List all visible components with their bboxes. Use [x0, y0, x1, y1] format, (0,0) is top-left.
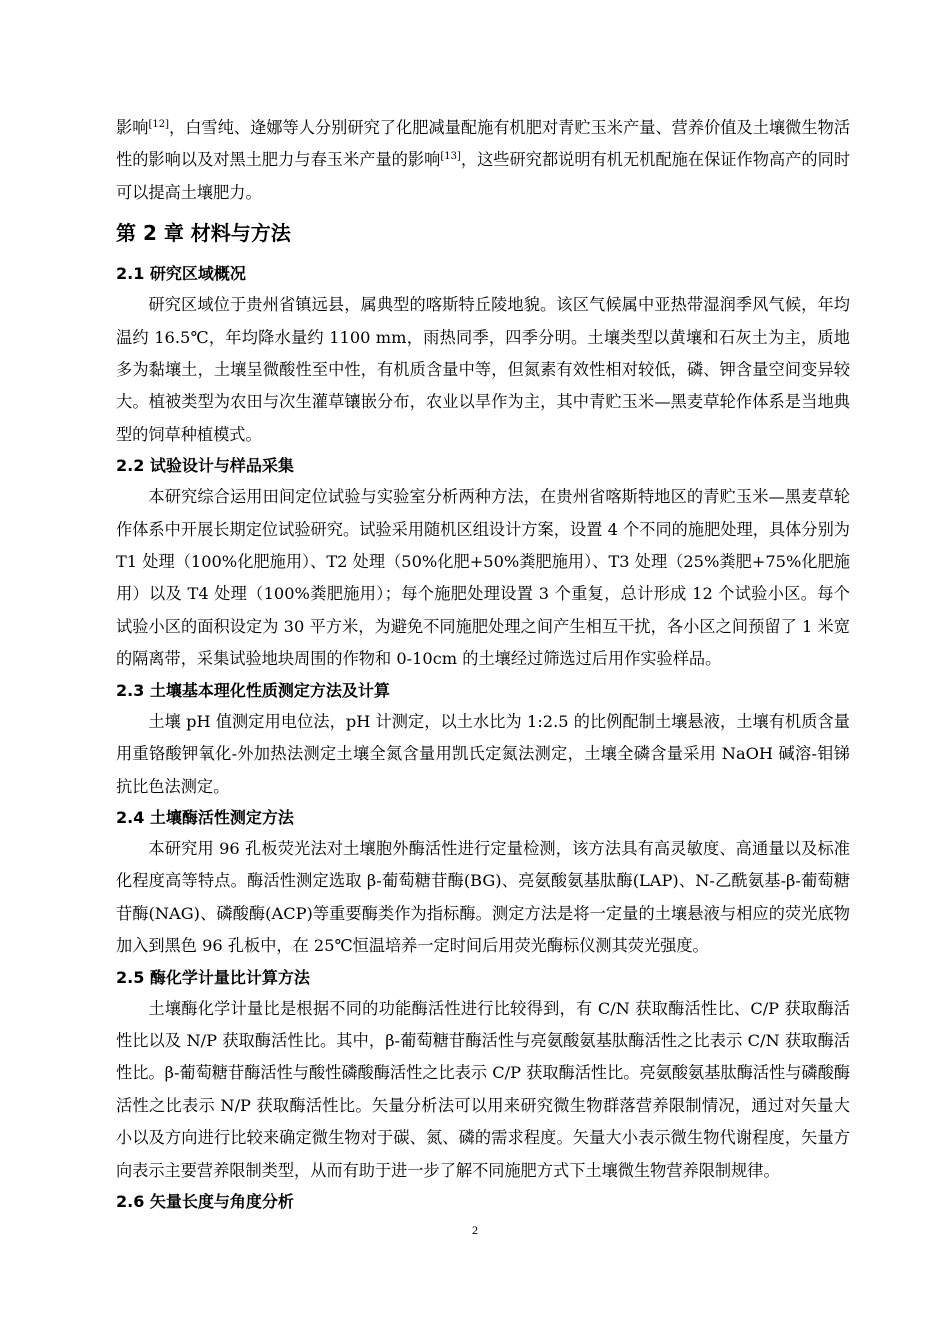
section-heading-2-2: 2.2 试验设计与样品采集 [116, 456, 294, 476]
citation-13: [13] [440, 151, 461, 163]
section-heading-2-6: 2.6 矢量长度与角度分析 [116, 1191, 294, 1211]
section-paragraph-2-3: 土壤 pH 值测定用电位法，pH 计测定，以土水比为 1:2.5 的比例配制土壤悬液，土壤有机质含量用重铬酸钾氧化-外加热法测定土壤全氮含量用凯氏定氮法测定，土壤全磷含量采用 NaOH 碱溶-钼锑抗比色法测定。 [116, 711, 850, 796]
section-paragraph-2-2: 本研究综合运用田间定位试验与实验室分析两种方法，在贵州省喀斯特地区的青贮玉米—黑麦草轮作体系中开展长期定位试验研究。试验采用随机区组设计方案，设置 4 个不同的施肥处理，具体分别为 T1 处理（100%化肥施用）、T2 处理（50%化肥+50%粪肥施用）、T3 处理（25%粪肥+75%化肥施用）以及 T4 处理（100%粪肥施用）；每个施肥处理设置 3 个重复，总计形成 12 个试验小区。每个试验小区的面积设定为 30 平方米，为避免不同施肥处理之间产生相互干扰，各小区之间预留了 1 米宽的隔离带，采集试验地块周围的作物和 0-10cm 的土壤经过筛选过后用作实验样品。 [116, 487, 850, 669]
section-heading-2-4: 2.4 土壤酶活性测定方法 [116, 807, 294, 827]
section-paragraph-2-4: 本研究用 96 孔板荧光法对土壤胞外酶活性进行定量检测，该方法具有高灵敏度、高通量以及标准化程度高等特点。酶活性测定选取 β-葡萄糖苷酶(BG)、亮氨酸氨基肽酶(LAP)、N-乙酰氨基-β-葡萄糖苷酶(NAG)、磷酸酶(ACP)等重要酶类作为指标酶。测定方法是将一定量的土壤悬液与相应的荧光底物加入到黑色 96 孔板中，在 25℃恒温培养一定时间后用荧光酶标仪测其荧光强度。 [116, 838, 850, 956]
intro-text-1: 影响 [116, 118, 149, 137]
section-paragraph-2-1: 研究区域位于贵州省镇远县，属典型的喀斯特丘陵地貌。该区气候属中亚热带湿润季风气候，年均温约 16.5℃，年均降水量约 1100 mm，雨热同季，四季分明。土壤类型以黄壤和石灰土为主，质地多为黏壤土，土壤呈微酸性至中性，有机质含量中等，但氮素有效性相对较低，磷、钾含量空间变异较大。植被类型为农田与次生灌草镶嵌分布，农业以旱作为主，其中青贮玉米—黑麦草轮作体系是当地典型的饲草种植模式。 [116, 295, 850, 444]
section-paragraph-2-5: 土壤酶化学计量比是根据不同的功能酶活性进行比较得到，有 C/N 获取酶活性比、C/P 获取酶活性比以及 N/P 获取酶活性比。其中，β-葡萄糖苷酶活性与亮氨酸氨基肽酶活性之比表示 C/N 获取酶活性比。β-葡萄糖苷酶活性与酸性磷酸酶活性之比表示 C/P 获取酶活性比。亮氨酸氨基肽酶活性与磷酸酶活性之比表示 N/P 获取酶活性比。矢量分析法可以用来研究微生物群落营养限制情况，通过对矢量大小以及方向进行比较来确定微生物对于碳、氮、磷的需求程度。矢量大小表示微生物代谢程度，矢量方向表示主要营养限制类型，从而有助于进一步了解不同施肥方式下土壤微生物营养限制规律。 [116, 998, 850, 1180]
citation-12: [12] [148, 119, 169, 130]
intro-text-2: ，白雪纯、逄娜等人分别研究了化肥减量配施有机肥对青贮玉米产量、营养价值及土壤微生物活性的影响以及对黑土肥力与春玉米产量的影响 [116, 118, 851, 170]
intro-text-3: ，这些研究都说明有机无机配施在保证作物高产的同时可以提高土壤肥力。 [116, 150, 851, 202]
section-heading-2-5: 2.5 酶化学计量比计算方法 [116, 967, 310, 987]
intro-paragraph [116, 112, 850, 209]
section-heading-2-3: 2.3 土壤基本理化性质测定方法及计算 [116, 680, 390, 700]
chapter-title: 第 2 章 材料与方法 [116, 221, 291, 246]
section-heading-2-1: 2.1 研究区域概况 [116, 264, 246, 284]
document-body [116, 112, 850, 1217]
page-number: 2 [472, 1223, 478, 1237]
